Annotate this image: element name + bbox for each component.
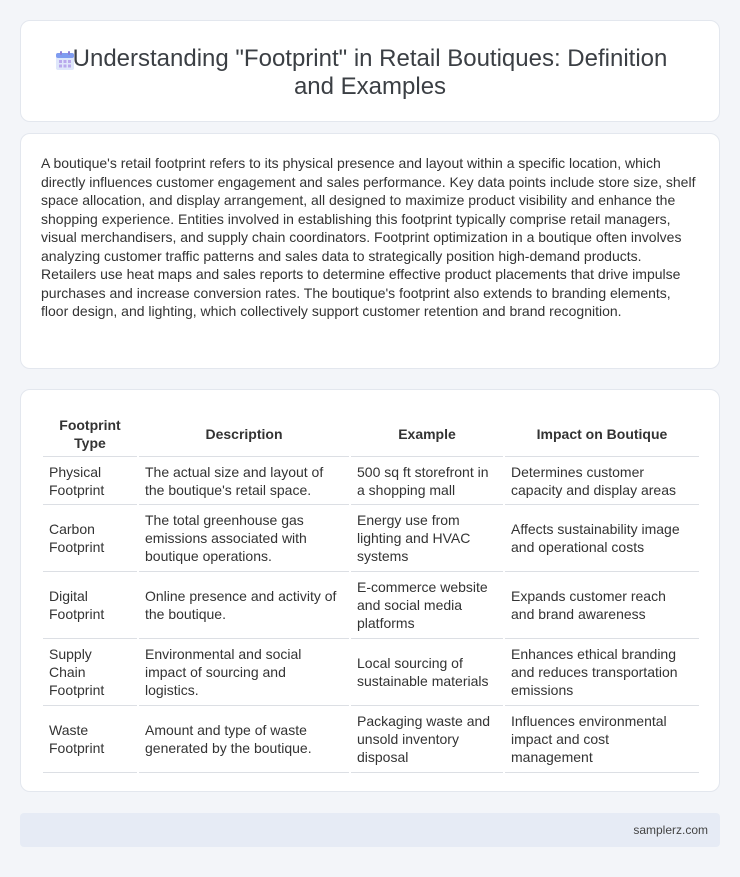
footprint-table — [43, 412, 699, 773]
intro-card — [20, 133, 720, 369]
cell-type: Digital Footprint — [43, 572, 138, 639]
cell-type: Physical Footprint — [43, 457, 138, 505]
cell-example: E-commerce website and social media platforms — [350, 572, 504, 639]
header-card — [20, 20, 720, 122]
cell-example: Packaging waste and unsold inventory disposal — [350, 706, 504, 773]
table-card — [20, 389, 720, 792]
footer-site-link[interactable]: samplerz.com — [633, 823, 708, 837]
page-title: Understanding "Footprint" in Retail Boutiques: Definition and Examples — [72, 45, 668, 100]
cell-example: Energy use from lighting and HVAC systems — [350, 505, 504, 572]
cell-impact: Affects sustainability image and operational costs — [504, 505, 699, 572]
cell-impact: Influences environmental impact and cost management — [504, 706, 699, 773]
cell-type: Carbon Footprint — [43, 505, 138, 572]
cell-impact: Determines customer capacity and display areas — [504, 457, 699, 505]
intro-paragraph: A boutique's retail footprint refers to its physical presence and layout within a specific location, which directly influences customer engagement and sales performance. Key data points include store size, shelf space allocation, and display arrangement, all designed to maximize product visibility and enhance the shopping experience. Entities involved in establishing this footprint typically comprise retail managers, visual merchandisers, and supply chain coordinators. Footprint optimization in a boutique often involves analyzing customer traffic patterns and sales data to strategically position high-demand products. Retailers use heat maps and sales reports to determine effective product placements that drive impulse purchases and increase conversion rates. The boutique's footprint also extends to branding elements, floor design, and lighting, which collectively support customer retention and brand recognition. — [41, 155, 696, 319]
table-row — [43, 639, 699, 706]
cell-description: The actual size and layout of the boutique's retail space. — [138, 457, 350, 505]
table-row — [43, 457, 699, 505]
cell-example: Local sourcing of sustainable materials — [350, 639, 504, 706]
footer-bar — [20, 813, 720, 847]
cell-description: The total greenhouse gas emissions associated with boutique operations. — [138, 505, 350, 572]
cell-type: Waste Footprint — [43, 706, 138, 773]
column-header-impact: Impact on Boutique — [504, 412, 699, 457]
table-row — [43, 505, 699, 572]
column-header-description: Description — [138, 412, 350, 457]
cell-example: 500 sq ft storefront in a shopping mall — [350, 457, 504, 505]
table-header-row — [43, 412, 699, 457]
cell-impact: Expands customer reach and brand awareness — [504, 572, 699, 639]
column-header-example: Example — [350, 412, 504, 457]
cell-type: Supply Chain Footprint — [43, 639, 138, 706]
cell-impact: Enhances ethical branding and reduces transportation emissions — [504, 639, 699, 706]
cell-description: Amount and type of waste generated by the boutique. — [138, 706, 350, 773]
cell-description: Online presence and activity of the boutique. — [138, 572, 350, 639]
table-row — [43, 706, 699, 773]
cell-description: Environmental and social impact of sourcing and logistics. — [138, 639, 350, 706]
column-header-type: Footprint Type — [43, 412, 138, 457]
table-row — [43, 572, 699, 639]
